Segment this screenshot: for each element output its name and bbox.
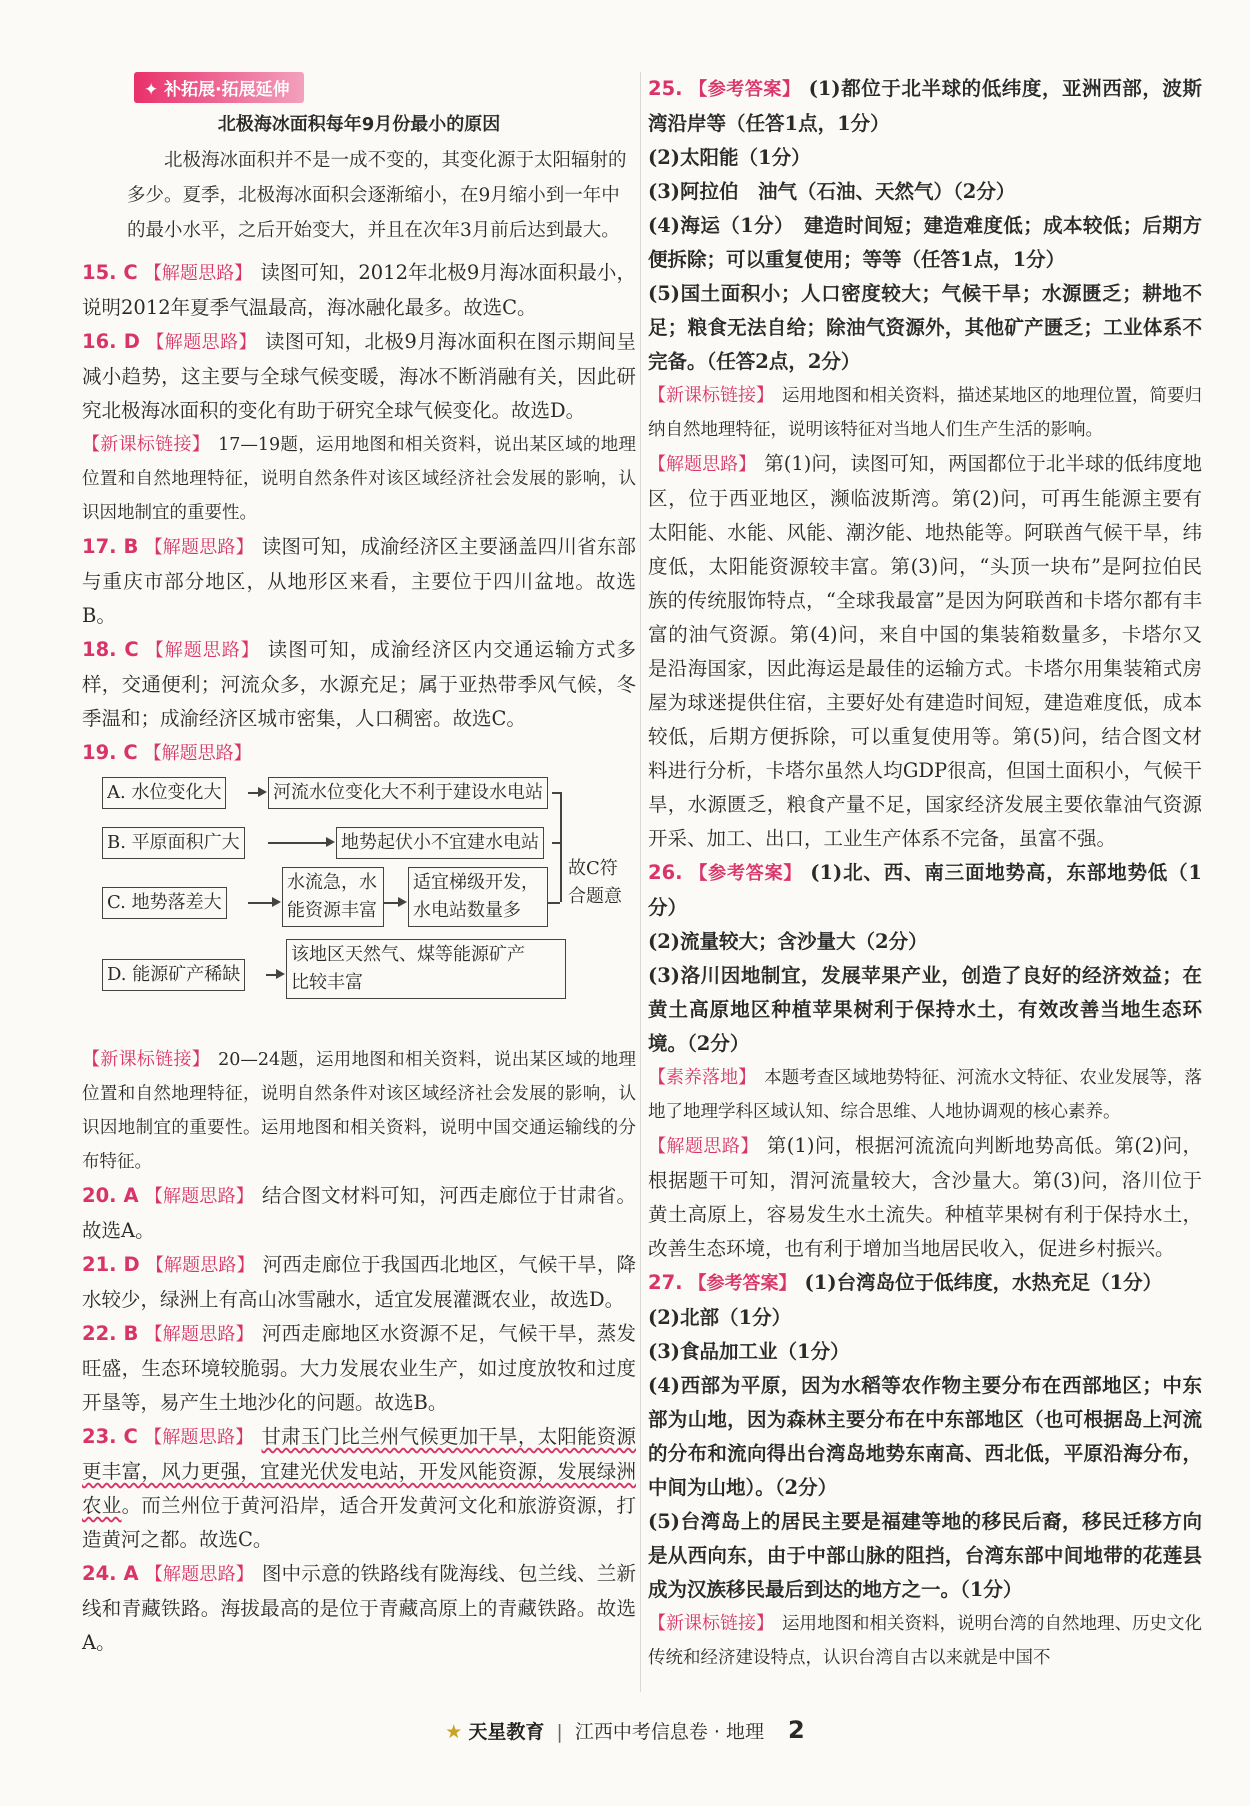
tag-label: 【解题思路】 [143,263,253,284]
tag-label: 【解题思路】 [144,1324,254,1345]
answer-text: 图中示意的铁路线有陇海线、包兰线、兰新线和青藏铁路。海拔最高的是位于青藏高原上的青藏铁路。故选A。 [82,1562,636,1654]
link-text: 运用地图和相关资料，描述某地区的地理位置，简要归纳自然地理特征，说明该特征对当地人们生产生活的影响。 [648,386,1202,440]
answer-26-1 [648,856,1202,925]
box-line: 适宜梯级开发， [413,872,539,893]
answer-19 [82,736,636,771]
question-number: 16. D [82,330,140,353]
answer-22 [82,1317,636,1420]
tag-label: 【解题思路】 [144,1186,254,1207]
tag-label: 【解题思路】 [143,1427,254,1448]
page-footer: ★ 天星教育 | 江西中考信息卷 · 地理 2 [445,1716,805,1744]
left-column [82,72,636,1660]
answer-text: 结合图文材料可知，河西走廊位于甘肃省。故选A。 [82,1184,636,1242]
question-number: 20. A [82,1184,139,1207]
arrow [326,837,335,847]
arrow [272,897,281,907]
tag-label: 【新课标链接】 [648,1613,774,1634]
answer-text: (1)台湾岛位于低纬度，水热充足（1分） [804,1271,1163,1294]
footer-brand: 天星教育 [468,1721,545,1743]
question-number: 25. [648,77,683,100]
box-line: 比较丰富 [291,972,363,993]
literacy-26 [648,1061,1202,1129]
connector [248,902,274,904]
answer-26-2: (2)流量较大；含沙量大（2分） [648,930,928,953]
reasoning-diagram [82,775,636,1037]
answer-27-4: (4)西部为平原，因为水稻等农作物主要分布在西部地区；中东部为山地，因为森林主要分布在中东部地区（也可根据岛上河流的分布和流向得出台湾岛地势东南高、西北低，平原沿海分布，中间为山地）。（2分） [648,1374,1202,1499]
tag-label: 【解题思路】 [143,743,252,764]
answer-27-5: (5)台湾岛上的居民主要是福建等地的移民后裔，移民迁移方向是从西向东，由于中部山脉的阻挡，台湾东部中间地带的花莲县成为汉族移民最后到达的地方之一。（1分） [648,1510,1202,1601]
tag-label: 【解题思路】 [648,454,757,475]
question-number: 17. B [82,535,139,558]
wand-icon: ✦ [144,80,165,100]
link-text: 运用地图和相关资料，说明台湾的自然地理、历史文化传统和经济建设特点，认识台湾自古以来就是中国不 [648,1614,1202,1668]
question-number: 23. C [82,1425,138,1448]
literacy-text: 本题考查区域地势特征、河流水文特征、农业发展等，落地了地理学科区域认知、综合思维、人地协调观的核心素养。 [648,1068,1203,1122]
answer-23 [82,1420,636,1557]
curriculum-link-17 [82,428,636,530]
banner-label: 补拓展·拓展延伸 [164,80,290,100]
reasoning-text: 第(1)问，根据河流流向判断地势高低。第(2)问，根据题干可知，渭河流量较大，含沙量大。第(3)问，洛川位于黄土高原上，容易发生水土流失。种植苹果树有利于保持水土，改善生态环境，也有利于增加当地居民收入，促进乡村振兴。 [648,1134,1202,1260]
option-c-box: C. 地势落差大 [102,887,227,919]
box-line: 该地区天然气、煤等能源矿产 [291,944,525,965]
option-a-box: A. 水位变化大 [102,777,226,809]
tag-label: 【素养落地】 [648,1067,757,1088]
question-number: 15. C [82,261,138,284]
question-number: 27. [648,1271,683,1294]
answer-27-2: (2)北部（1分） [648,1306,792,1329]
connector [268,842,328,844]
tag-label: 【解题思路】 [144,1564,254,1585]
brace-line [552,842,560,844]
tag-label: 【参考答案】 [688,79,801,100]
answer-27-1 [648,1266,1202,1301]
tag-label: 【解题思路】 [145,332,257,353]
answer-text: (1)北、西、南三面地势高，东部地势低（1分） [648,861,1202,919]
answer-21 [82,1248,636,1317]
tag-label: 【新课标链接】 [82,1049,211,1070]
answer-27-3: (3)食品加工业（1分） [648,1340,850,1363]
answer-text: 河西走廊位于我国西北地区，气候干旱，降水较少，绿洲上有高山冰雪融水，适宜发展灌溉农业，故选D。 [82,1253,636,1311]
tag-label: 【解题思路】 [145,1255,255,1276]
arrow [276,969,285,979]
right-column [648,72,1202,1675]
box-line: 水电站数量多 [413,900,521,921]
answer-17 [82,530,636,633]
answer-text: 读图可知，北极9月海冰面积在图示期间呈减小趋势，这主要与全球气候变暖，海冰不断消融有关，因此研究北极海冰面积的变化有助于研究全球气候变化。故选D。 [82,330,636,422]
link-text: 20—24题，运用地图和相关资料，说出某区域的地理位置和自然地理特征，说明自然条件对该区域经济社会发展的影响，认识因地制宜的重要性。运用地图和相关资料，说明中国交通运输线的分布特征。 [82,1050,636,1172]
question-number: 19. C [82,741,138,764]
answer-25-4: (4)海运（1分） 建造时间短；建造难度低；成本较低；后期方便拆除；可以重复使用；等等（任答1点，1分） [648,214,1202,271]
box-line: 水流急，水 [287,872,377,893]
extension-banner [134,72,304,103]
column-divider [640,72,641,1692]
star-logo-icon: ★ [445,1721,463,1743]
answer-25-1 [648,72,1202,141]
arrow [398,897,407,907]
tag-label: 【解题思路】 [648,1136,759,1157]
arrow [258,787,267,797]
option-c-middle [282,867,384,927]
option-a-result: 河流水位变化大不利于建设水电站 [268,777,548,809]
connector [548,902,560,904]
conclusion-text [568,855,622,911]
brace-line [560,792,562,902]
tag-label: 【解题思路】 [144,537,254,558]
extension-title: 北极海冰面积每年9月份最小的原因 [217,114,501,135]
conclusion-line: 故C符 [568,858,618,879]
answer-text: 。而兰州位于黄河沿岸，适合开发黄河文化和旅游资源，打造黄河之都。故选C。 [82,1494,636,1551]
answer-16 [82,325,636,428]
page-number: 2 [788,1716,805,1744]
underlined-text: 甘肃玉门比兰州气候更加干旱，太阳能资源更丰富，风力更强，宜建光伏发电站，开发风能资源，发展绿洲农业 [82,1425,636,1517]
option-d-box: D. 能源矿产稀缺 [102,959,245,991]
reasoning-26 [648,1129,1202,1266]
question-number: 18. C [82,638,139,661]
question-number: 26. [648,861,683,884]
reasoning-text: 第(1)问，读图可知，两国都位于北半球的低纬度地区，位于西亚地区，濒临波斯湾。第(2)问，可再生能源主要有太阳能、水能、风能、潮汐能、地热能等。阿联酋气候干旱，纬度低，太阳能资源较丰富。第(3)问，“头顶一块布”是阿拉伯民族的传统服饰特点，“全球我最富”是因为阿联酋和卡塔尔都有丰富的油气资源。第(4)问，来自中国的集装箱数量多，卡塔尔又是沿海国家，因此海运是最佳的运输方式。卡塔尔用集装箱式房屋为球迷提供住宿，主要好处有建造时间短，建造难度低，成本较低，后期方便拆除，可以重复使用等。第(5)问，结合图文材料进行分析，卡塔尔虽然人均GDP很高，但国土面积小，气候干旱，水源匮乏，粮食产量不足，国家经济发展主要依靠油气资源开采、加工、出口，工业生产体系不完备，虽富不强。 [648,452,1203,850]
tag-label: 【新课标链接】 [82,434,211,455]
box-line: 能资源丰富 [287,900,377,921]
answer-25-2: (2)太阳能（1分） [648,146,811,169]
curriculum-link-25 [648,379,1202,447]
question-number: 22. B [82,1322,139,1345]
footer-series: 江西中考信息卷 · 地理 [574,1721,764,1743]
tag-label: 【新课标链接】 [648,385,774,406]
extension-text: 北极海冰面积并不是一成不变的，其变化源于太阳辐射的多少。夏季，北极海冰面积会逐渐缩小，在9月缩小到一年中的最小水平，之后开始变大，并且在次年3月前后达到最大。 [127,150,627,241]
tag-label: 【解题思路】 [144,640,260,661]
answer-15 [82,256,636,325]
tag-label: 【参考答案】 [688,863,803,884]
answer-25-3: (3)阿拉伯 油气（石油、天然气）（2分） [648,180,1016,203]
answer-25-5: (5)国土面积小；人口密度较大；气候干旱；水源匮乏；耕地不足；粮食无法自给；除油气资源外，其他矿产匮乏；工业体系不完备。（任答2点，2分） [648,282,1202,373]
brace-line [552,792,560,794]
tag-label: 【参考答案】 [688,1273,797,1294]
answer-text: 读图可知，2012年北极9月海冰面积最小，说明2012年夏季气温最高，海冰融化最多。故选C。 [82,261,637,319]
option-b-box: B. 平原面积广大 [102,827,245,859]
answer-18 [82,633,636,736]
option-c-result [408,867,548,927]
answer-text: 河西走廊地区水资源不足，气候干旱，蒸发旺盛，生态环境较脆弱。大力发展农业生产，如过度放牧和过度开垦等，易产生土地沙化的问题。故选B。 [82,1322,636,1414]
answer-26-3: (3)洛川因地制宜，发展苹果产业，创造了良好的经济效益；在黄土高原地区种植苹果树利于保持水土，有效改善当地生态环境。（2分） [648,964,1202,1055]
answer-20 [82,1179,636,1248]
option-d-result [286,939,566,999]
answer-24 [82,1557,636,1660]
question-number: 24. A [82,1562,139,1585]
question-number: 21. D [82,1253,140,1276]
curriculum-link-27 [648,1607,1202,1675]
answer-text: 读图可知，成渝经济区主要涵盖四川省东部与重庆市部分地区，从地形区来看，主要位于四川盆地。故选B。 [82,535,636,627]
conclusion-line: 合题意 [568,886,622,907]
option-b-result: 地势起伏小不宜建水电站 [336,827,544,859]
answer-text: (1)都位于北半球的低纬度，亚洲西部，波斯湾沿岸等（任答1点，1分） [648,77,1202,135]
curriculum-link-20 [82,1043,636,1179]
reasoning-25 [648,447,1202,856]
link-text: 17—19题，运用地图和相关资料，说出某区域的地理位置和自然地理特征，说明自然条件对该区域经济社会发展的影响，认识因地制宜的重要性。 [82,435,636,523]
answer-text: 读图可知，成渝经济区内交通运输方式多样，交通便利；河流众多，水源充足；属于亚热带季风气候，冬季温和；成渝经济区城市密集，人口稠密。故选C。 [82,638,636,730]
